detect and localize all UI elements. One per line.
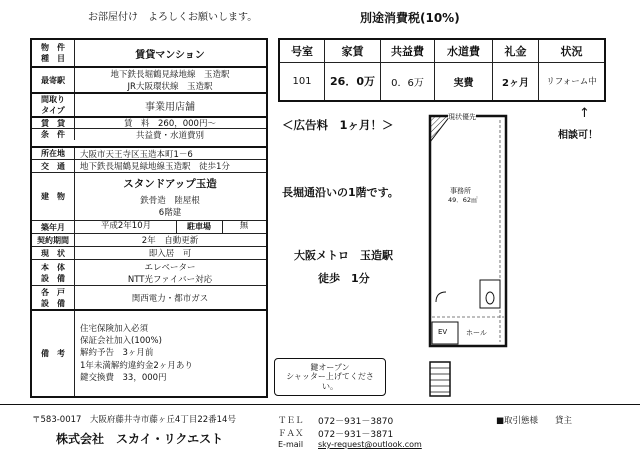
spec-label: 建 物: [32, 173, 75, 220]
spec-label: 各 戸 設 備: [32, 286, 75, 309]
spec-label: 契約期間: [32, 234, 75, 246]
tax-note: 別途消費税(10%): [360, 11, 460, 25]
header-cell: 号室: [291, 45, 313, 58]
spec-label: 賃 貸: [32, 118, 75, 128]
spec-label: 築年月: [32, 221, 75, 233]
built-value: 平成2年10月: [76, 221, 177, 233]
header-cell: 家賃: [324, 40, 380, 62]
walk-note: 徒歩 1分: [318, 272, 370, 285]
property-type: 賃貸マンション: [135, 49, 205, 61]
building-name: スタンドアップ玉造: [123, 177, 217, 190]
facility-each-value: 関西電力・都市ガス: [131, 293, 209, 304]
tel-label: ＴＥＬ: [278, 416, 304, 426]
company-address: 〒583-0017 大阪府藤井寺市藤ヶ丘4丁目22番14号: [32, 415, 236, 425]
spec-row-station: [32, 66, 266, 92]
floor-plan: [428, 112, 508, 398]
price-table: [278, 38, 606, 102]
fax-value: 072－931－3871: [318, 430, 394, 440]
spec-row-conditions: [32, 128, 266, 140]
spec-row-facility-main: [32, 259, 266, 285]
transport-value: 地下鉄長堀鶴見緑地線玉造駅 徒歩1分: [80, 162, 230, 172]
note-item: 保証会社加入(100%): [80, 336, 162, 347]
nearest-station: 地下鉄長堀鶴見緑地線 玉造駅 JR大阪環状線 玉造駅: [110, 70, 230, 92]
contract-value: 2年 自動更新: [141, 236, 199, 246]
floor-plan-drawing: [428, 112, 508, 398]
note-item: 1年未満解約違約金2ヶ月あり: [80, 360, 193, 371]
footer-divider: [0, 404, 640, 405]
transaction-type: ■取引態様 貸主: [496, 416, 573, 426]
spec-row-built: [32, 220, 266, 233]
building-value: [76, 173, 264, 220]
key-note-line: 鍵オープン: [310, 362, 350, 372]
station-note: 大阪メトロ 玉造駅: [294, 249, 393, 262]
spec-row-layout: [32, 92, 266, 116]
spec-row-building: [32, 172, 266, 220]
spec-row-type: [32, 40, 266, 66]
spec-row-transport: [32, 159, 266, 172]
rent-cell: 26．0万: [324, 62, 380, 100]
spec-row-facility-each: [32, 285, 266, 309]
parking-value: 無: [239, 221, 249, 232]
spec-row-notes: [32, 309, 266, 396]
note-item: 鍵交換費 33，000円: [80, 372, 167, 383]
header-cell: 共益費: [380, 40, 434, 62]
conditions-value: 共益費・水道費別: [135, 130, 204, 141]
notes-list: [76, 311, 264, 396]
parking-label: 駐車場: [176, 221, 223, 233]
room-number: 101: [292, 75, 312, 87]
email-link[interactable]: sky-request@outlook.com: [318, 440, 422, 449]
spec-label: 条 件: [32, 129, 75, 140]
plan-hall-label: ホール: [466, 329, 487, 337]
facility-main-value: エレベーター NTT光ファイバー対応: [127, 262, 213, 285]
note-item: 住宅保険加入必須: [80, 323, 149, 334]
water-fee-cell: 実費: [434, 62, 492, 100]
spec-table: [30, 38, 268, 398]
up-arrow-icon: ↑: [579, 106, 590, 121]
spec-row-current: [32, 246, 266, 259]
header-cell: 礼金: [492, 40, 538, 62]
plan-area-label: 49．62㎡: [448, 196, 478, 204]
spec-label: 現 状: [32, 247, 75, 259]
tel-value: 072－931－3870: [318, 417, 394, 427]
key-note-box: [274, 358, 386, 396]
note-item: 解約予告 3ヶ月前: [80, 348, 154, 359]
spec-label: 最寄駅: [32, 68, 75, 92]
layout-type: 事業用店舗: [145, 101, 195, 113]
company-name: 株式会社 スカイ・リクエスト: [56, 432, 224, 446]
fax-label: ＦＡＸ: [278, 429, 304, 439]
status-cell: リフォーム中: [538, 62, 604, 100]
spec-label: 所在地: [32, 148, 75, 159]
spec-label: 備 考: [32, 311, 75, 396]
building-floors: 6階建: [158, 207, 182, 218]
current-value: 即入居 可: [148, 249, 192, 259]
ad-fee-note: ＜広告料 1ヶ月！＞: [282, 118, 394, 132]
spec-label: 本 体 設 備: [32, 260, 75, 285]
spec-row-rent: [32, 116, 266, 128]
email-label: E-mail: [278, 440, 304, 449]
frontage-note: 長堀通沿いの1階です。: [282, 186, 399, 199]
spec-row-address: [32, 146, 266, 159]
plan-room-label: 事務所: [450, 187, 471, 195]
key-note-line: い。: [322, 381, 338, 391]
plan-status-label: 現状優先: [448, 113, 476, 121]
header-cell: 水道費: [434, 40, 492, 62]
price-table-header: [280, 40, 604, 63]
consult-note: 相談可！: [558, 130, 598, 141]
header-cell: 状況: [538, 40, 604, 62]
rent-value: 賃 料 260，000円～: [124, 119, 216, 129]
key-note-line: シャッター上げてくださ: [286, 372, 374, 382]
spec-label: 間取り タイプ: [32, 94, 75, 116]
spec-label: 交 通: [32, 160, 75, 172]
plan-ev-label: EV: [438, 328, 448, 336]
common-fee-cell: 0．6万: [380, 62, 434, 100]
address-value: 大阪市天王寺区玉造本町1－6: [80, 149, 193, 160]
spec-label: 物 件 種 目: [32, 40, 75, 66]
key-money-cell: 2ヶ月: [492, 62, 538, 100]
price-table-row: [280, 62, 604, 100]
building-structure: 鉄骨造 陸屋根: [140, 195, 200, 206]
request-text: お部屋付け よろしくお願いします。: [88, 12, 258, 23]
spec-row-contract: [32, 233, 266, 246]
